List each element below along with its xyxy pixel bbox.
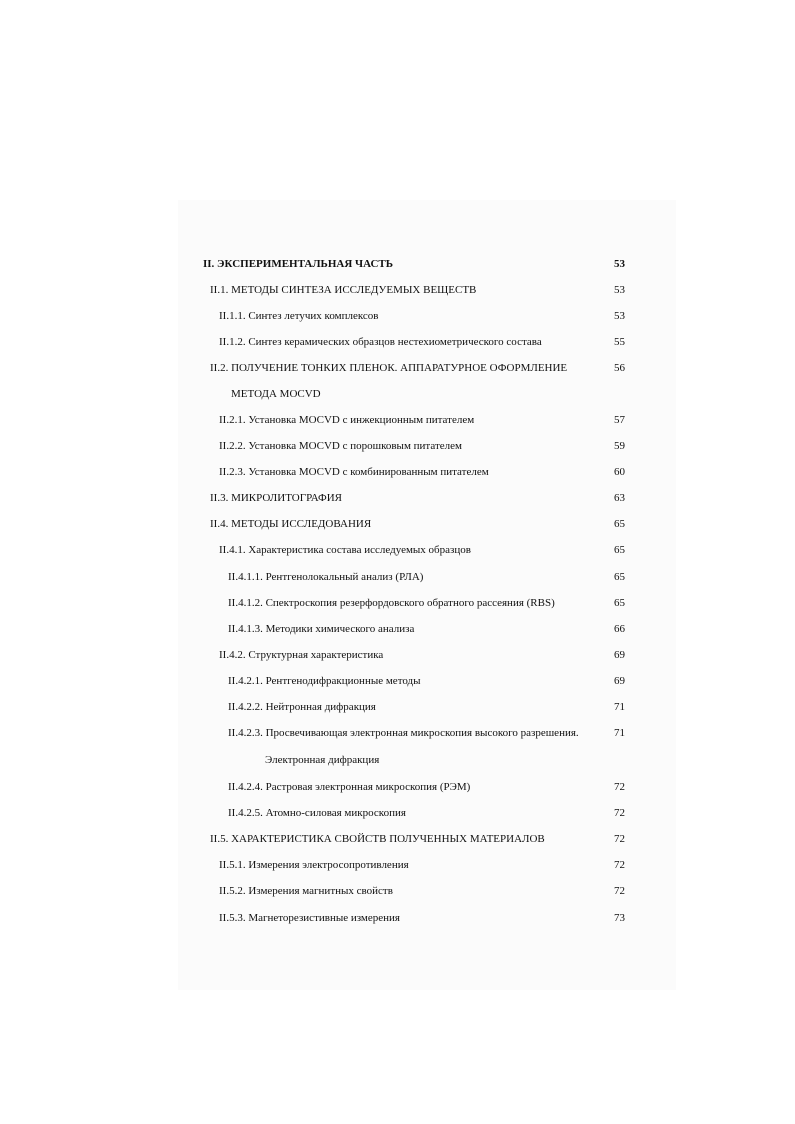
toc-entry-page: 63 [614,492,625,504]
toc-entry-title: II. ЭКСПЕРИМЕНТАЛЬНАЯ ЧАСТЬ [203,258,394,270]
toc-entry-title: II.5.1. Измерения электросопротивления [219,859,409,871]
toc-entry-page: 65 [614,544,625,556]
toc-entry-title: II.4.1. Характеристика состава исследуемых образцов [219,544,471,556]
toc-entry-page: 60 [614,466,625,478]
toc-entry-title: II.2. ПОЛУЧЕНИЕ ТОНКИХ ПЛЕНОК. АППАРАТУРНОЕ ОФОРМЛЕНИЕ [210,362,568,374]
toc-entry-page: 71 [614,727,625,739]
toc-entry-title: II.4.2.3. Просвечивающая электронная микроскопия высокого разрешения. [228,727,579,739]
toc-entry-title: II.2.1. Установка MOCVD с инжекционным питателем [219,414,475,426]
toc-entry-page: 72 [614,859,625,871]
toc-entry-title: II.4.2.4. Растровая электронная микроскопия (РЭМ) [228,781,471,793]
toc-entry-title: II.5.3. Магнеторезистивные измерения [219,912,400,924]
toc-entry-title: МЕТОДА MOCVD [231,388,321,400]
toc-entry-page: 65 [614,518,625,530]
toc-entry-title: II.4. МЕТОДЫ ИССЛЕДОВАНИЯ [210,518,372,530]
toc-entry-title: II.3. МИКРОЛИТОГРАФИЯ [210,492,342,504]
toc-entry-title: II.1. МЕТОДЫ СИНТЕЗА ИССЛЕДУЕМЫХ ВЕЩЕСТВ [210,284,477,296]
toc-entry-page: 72 [614,833,625,845]
toc-entry-page: 53 [614,310,625,322]
toc-entry-page: 53 [614,284,625,296]
toc-entry-title: II.4.2.1. Рентгенодифракционные методы [228,675,421,687]
toc-entry-page: 56 [614,362,625,374]
toc-entry-page: 59 [614,440,625,452]
toc-entry-page: 73 [614,912,625,924]
toc-entry-title: II.5.2. Измерения магнитных свойств [219,885,393,897]
toc-entry-page: 72 [614,781,625,793]
toc-entry-title: II.4.2.2. Нейтронная дифракция [228,701,376,713]
toc-entry-title: II.1.2. Синтез керамических образцов нестехиометрического состава [219,336,542,348]
toc-entry-page: 57 [614,414,625,426]
toc-entry-page: 72 [614,807,625,819]
toc-entry-page: 66 [614,623,625,635]
toc-entry-title: II.4.1.2. Спектроскопия резерфордовского обратного рассеяния (RBS) [228,597,555,609]
toc-entry-title: II.4.2.5. Атомно-силовая микроскопия [228,807,406,819]
toc-entry-title: II.4.1.1. Рентгенолокальный анализ (РЛА) [228,571,424,583]
toc-entry-title: Электронная дифракция [265,754,380,766]
toc-entry-title: II.2.2. Установка MOCVD с порошковым питателем [219,440,462,452]
toc-entry-page: 69 [614,675,625,687]
toc-entry-title: II.4.2. Структурная характеристика [219,649,384,661]
toc-entry-title: II.2.3. Установка MOCVD с комбинированным питателем [219,466,489,478]
toc-entry-title: II.5. ХАРАКТЕРИСТИКА СВОЙСТВ ПОЛУЧЕННЫХ МАТЕРИАЛОВ [210,833,545,845]
toc-entry-page: 65 [614,597,625,609]
toc-entry-title: II.1.1. Синтез летучих комплексов [219,310,379,322]
toc-entry-page: 65 [614,571,625,583]
toc-entry-page: 55 [614,336,625,348]
toc-entry-page: 53 [614,258,625,270]
toc-entry-title: II.4.1.3. Методики химического анализа [228,623,415,635]
toc-entry-page: 69 [614,649,625,661]
toc-entry-page: 71 [614,701,625,713]
toc-entry-page: 72 [614,885,625,897]
